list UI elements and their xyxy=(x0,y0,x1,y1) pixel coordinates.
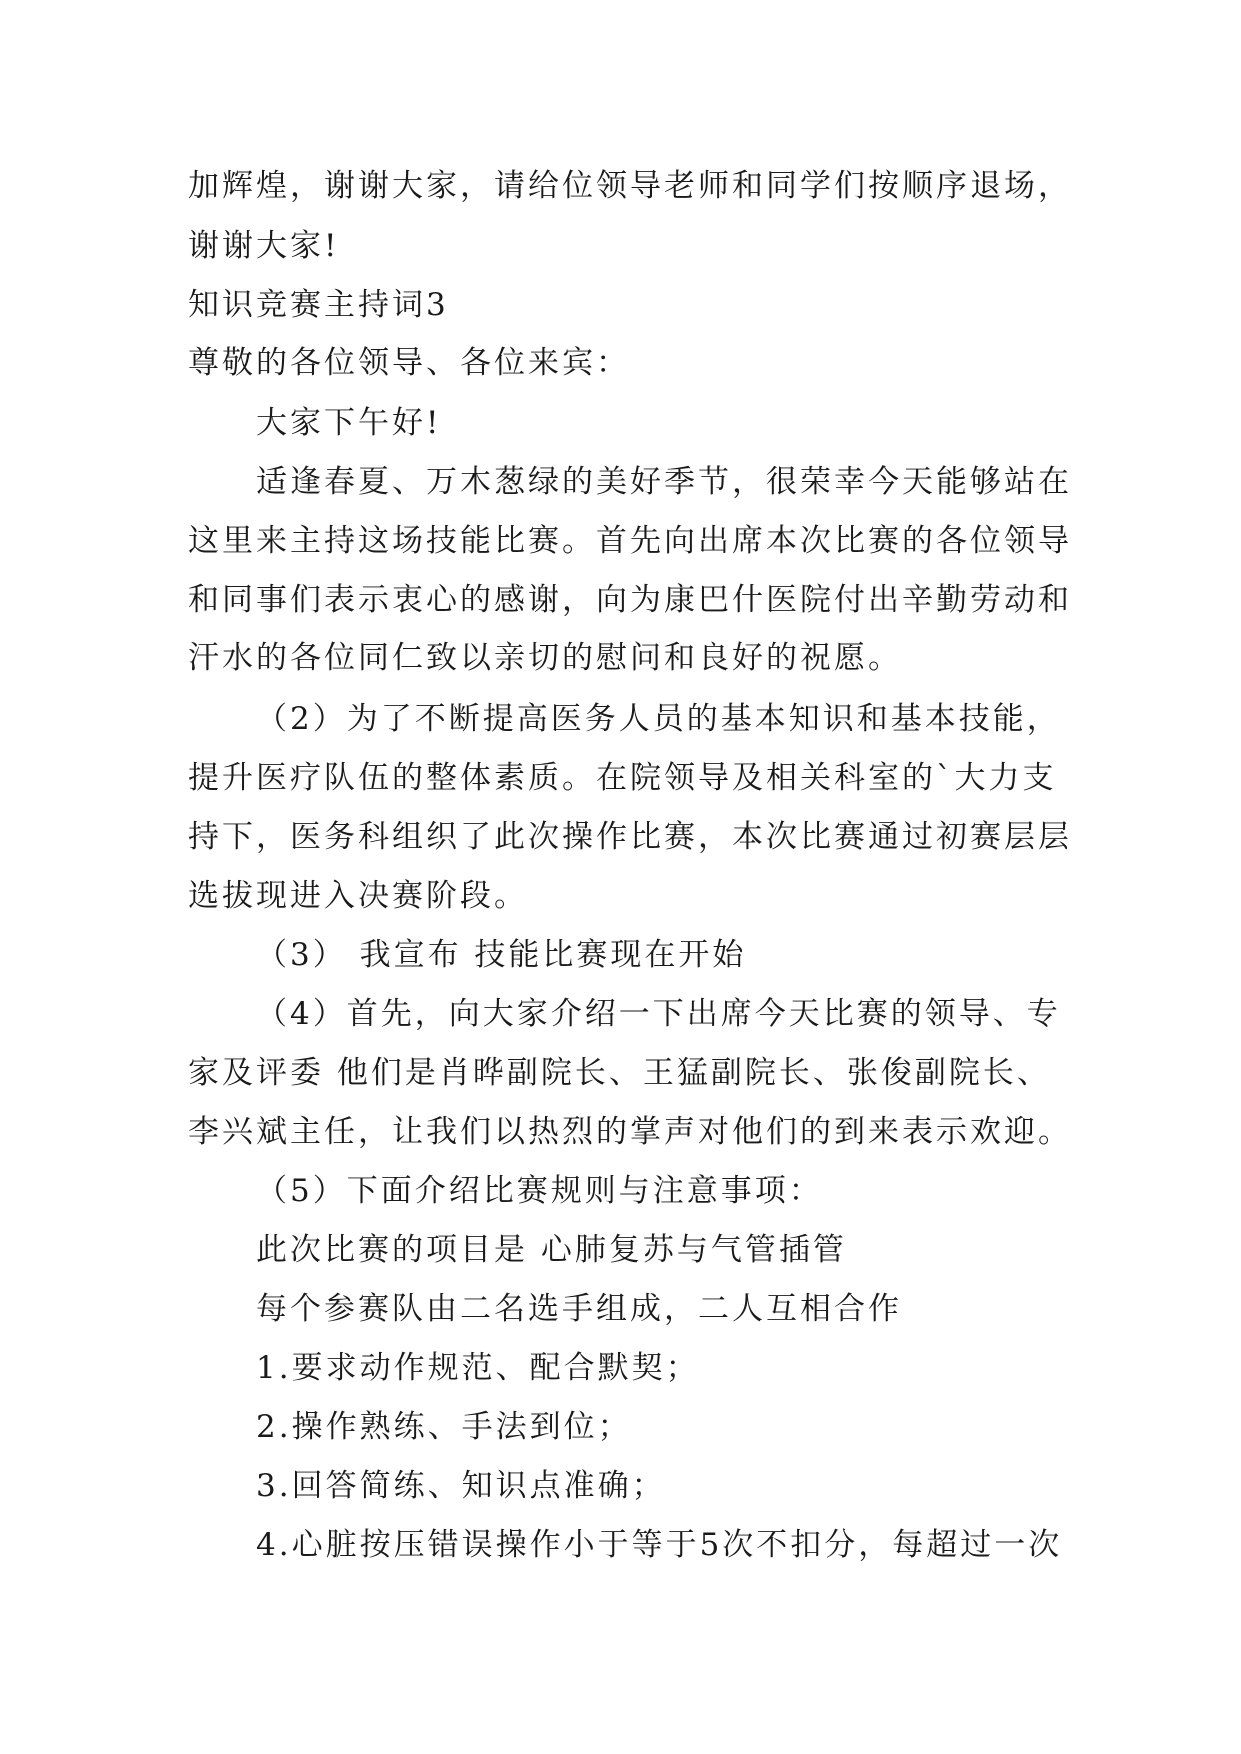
text-line: 家及评委 他们是肖晔副院长、王猛副院长、张俊副院长、 xyxy=(188,1055,1051,1091)
text-line: 持下，医务科组织了此次操作比赛，本次比赛通过初赛层层 xyxy=(188,819,1072,855)
list-item: 2.操作熟练、手法到位； xyxy=(256,1409,632,1445)
text-line: 选拔现进入决赛阶段。 xyxy=(188,878,528,914)
text-line: 谢谢大家! xyxy=(188,228,340,264)
salutation: 尊敬的各位领导、各位来宾： xyxy=(188,345,630,381)
text-line: 和同事们表示衷心的感谢，向为康巴什医院付出辛勤劳动和 xyxy=(188,582,1072,618)
text-line: 此次比赛的项目是 心肺复苏与气管插管 xyxy=(256,1232,847,1268)
text-line: 适逢春夏、万木葱绿的美好季节，很荣幸今天能够站在 xyxy=(256,464,1072,500)
text-line: （2）为了不断提高医务人员的基本知识和基本技能， xyxy=(256,701,1061,737)
greeting: 大家下午好! xyxy=(256,405,442,441)
list-item: 3.回答简练、知识点准确； xyxy=(256,1468,666,1504)
text-line: 每个参赛队由二名选手组成，二人互相合作 xyxy=(256,1291,902,1327)
text-line: （4）首先，向大家介绍一下出席今天比赛的领导、专 xyxy=(256,996,1061,1032)
text-line: （3） 我宣布 技能比赛现在开始 xyxy=(256,937,747,973)
text-line: （5）下面介绍比赛规则与注意事项： xyxy=(256,1173,823,1209)
text-line: 提升医疗队伍的整体素质。在院领导及相关科室的`大力支 xyxy=(188,760,1057,796)
list-item: 4.心脏按压错误操作小于等于5次不扣分，每超过一次 xyxy=(256,1527,1063,1563)
section-heading: 知识竞赛主持词3 xyxy=(188,287,449,323)
text-line: 汗水的各位同仁致以亲切的慰问和良好的祝愿。 xyxy=(188,640,902,676)
list-item: 1.要求动作规范、配合默契； xyxy=(256,1350,700,1386)
text-line: 加辉煌，谢谢大家，请给位领导老师和同学们按顺序退场， xyxy=(188,168,1072,204)
text-line: 这里来主持这场技能比赛。首先向出席本次比赛的各位领导 xyxy=(188,523,1072,559)
text-line: 李兴斌主任，让我们以热烈的掌声对他们的到来表示欢迎。 xyxy=(188,1114,1072,1150)
